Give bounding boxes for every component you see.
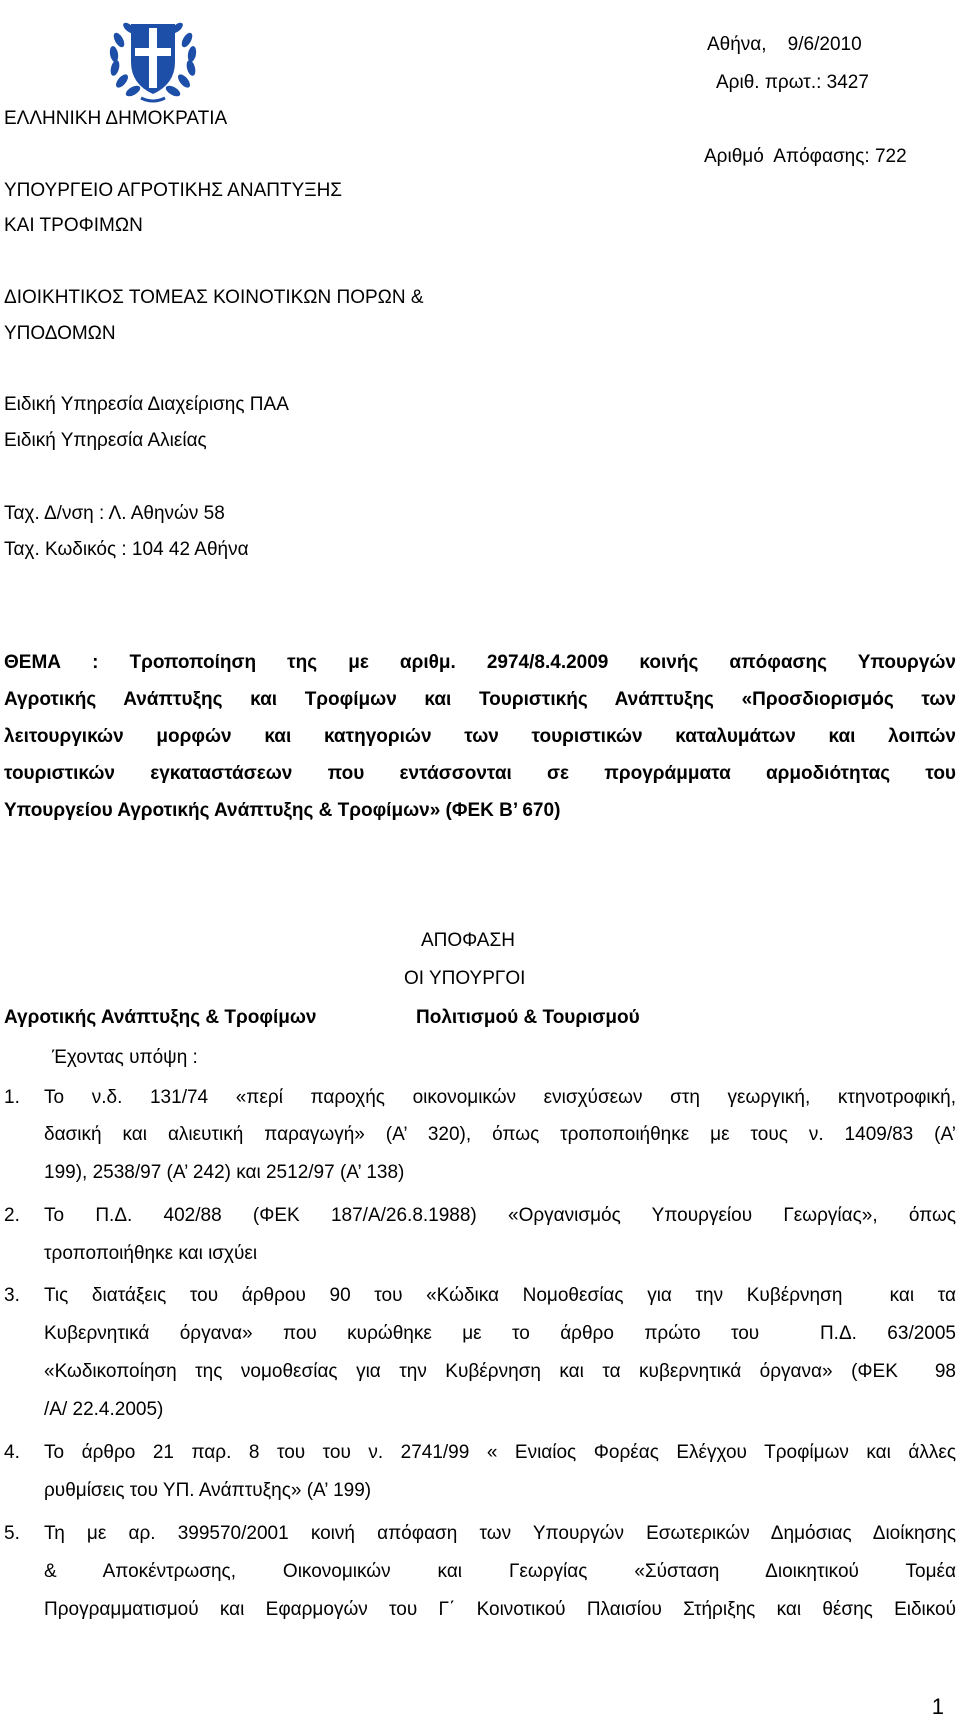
list-item-line: Το άρθρο 21 παρ. 8 του του ν. 2741/99 « Ενιαίος Φορέας Ελέγχου Τροφίμων και άλλες [44,1442,956,1463]
protocol-number: Αριθ. πρωτ.: 3427 [716,72,869,93]
decision-title: ΑΠΟΦΑΣΗ [421,930,515,951]
subject-line: λειτουργικών μορφών και κατηγοριών των τουριστικών καταλυμάτων και λοιπών [4,726,956,747]
list-item-line: Προγραμματισμού και Εφαρμογών του Γ΄ Κοινοτικού Πλαισίου Στήριξης και θέσης Ειδικού [44,1599,956,1620]
considering-label: Έχοντας υπόψη : [52,1047,198,1068]
subject-line: τουριστικών εγκαταστάσεων που εντάσσονται σε προγράμματα αρμοδιότητας του [4,763,956,784]
list-item-line: 199), 2538/97 (Α’ 242) και 2512/97 (Α’ 138) [44,1162,405,1183]
sector-line-1: ΔΙΟΙΚΗΤΙΚΟΣ ΤΟΜΕΑΣ ΚΟΙΝΟΤΙΚΩΝ ΠΟΡΩΝ & [4,287,424,308]
list-item-number: 1. [4,1087,20,1108]
subject-line: ΘΕΜΑ : Τροποποίηση της με αριθμ. 2974/8.4.2009 κοινής απόφασης Υπουργών [4,652,956,673]
ministry-line-2: ΚΑΙ ΤΡΟΦΙΜΩΝ [4,215,143,236]
sector-line-2: ΥΠΟΔΟΜΩΝ [4,323,116,344]
page-number: 1 [931,1694,944,1719]
list-item-line: Κυβερνητικά όργανα» που κυρώθηκε με το άρθρο πρώτο του Π.Δ. 63/2005 [44,1323,956,1344]
list-item-number: 3. [4,1285,20,1306]
service-paa: Ειδική Υπηρεσία Διαχείρισης ΠΑΑ [4,394,289,415]
ministers-title: ΟΙ ΥΠΟΥΡΓΟΙ [404,968,526,989]
greek-coat-of-arms-icon [105,10,201,106]
postal-code: Ταχ. Κωδικός : 104 42 Αθήνα [4,539,249,560]
list-item-line: Το ν.δ. 131/74 «περί παροχής οικονομικών ενισχύσεων στη γεωργική, κτηνοτροφική, [44,1087,956,1108]
list-item-line: & Αποκέντρωσης, Οικονομικών και Γεωργίας «Σύσταση Διοικητικού Τομέα [44,1561,956,1582]
postal-address: Ταχ. Δ/νση : Λ. Αθηνών 58 [4,503,225,524]
list-item-line: τροποποιήθηκε και ισχύει [44,1243,258,1264]
subject-line: Αγροτικής Ανάπτυξης και Τροφίμων και Τουριστικής Ανάπτυξης «Προσδιορισμός των [4,689,956,710]
ministry-line-1: ΥΠΟΥΡΓΕΙΟ ΑΓΡΟΤΙΚΗΣ ΑΝΑΠΤΥΞΗΣ [4,180,343,201]
list-item-number: 4. [4,1442,20,1463]
list-item-line: δασική και αλιευτική παραγωγή» (Α’ 320), όπως τροποποιήθηκε με τους ν. 1409/83 (Α’ [44,1124,956,1145]
list-item-line: «Κωδικοποίηση της νομοθεσίας για την Κυβέρνηση και τα κυβερνητικά όργανα» (ΦΕΚ 98 [44,1361,956,1382]
list-item-line: ρυθμίσεις του ΥΠ. Ανάπτυξης» (Α’ 199) [44,1480,372,1501]
list-item-number: 2. [4,1205,20,1226]
list-item-number: 5. [4,1523,20,1544]
minister-culture-tourism: Πολιτισμού & Τουρισμού [416,1007,640,1028]
place-date: Αθήνα, 9/6/2010 [707,34,862,55]
list-item-line: /Α/ 22.4.2005) [44,1399,164,1420]
decision-number: Αριθμό Απόφασης: 722 [704,146,907,167]
country-name: ΕΛΛΗΝΙΚΗ ΔΗΜΟΚΡΑΤΙΑ [4,108,228,129]
service-fisheries: Ειδική Υπηρεσία Αλιείας [4,430,207,451]
list-item-line: Το Π.Δ. 402/88 (ΦΕΚ 187/Α/26.8.1988) «Οργανισμός Υπουργείου Γεωργίας», όπως [44,1205,956,1226]
list-item-line: Τη με αρ. 399570/2001 κοινή απόφαση των Υπουργών Εσωτερικών Δημόσιας Διοίκησης [44,1523,956,1544]
list-item-line: Τις διατάξεις του άρθρου 90 του «Κώδικα Νομοθεσίας για την Κυβέρνηση και τα [44,1285,956,1306]
minister-agriculture: Αγροτικής Ανάπτυξης & Τροφίμων [4,1007,317,1028]
subject-line: Υπουργείου Αγροτικής Ανάπτυξης & Τροφίμων» (ΦΕΚ Β’ 670) [4,800,561,821]
